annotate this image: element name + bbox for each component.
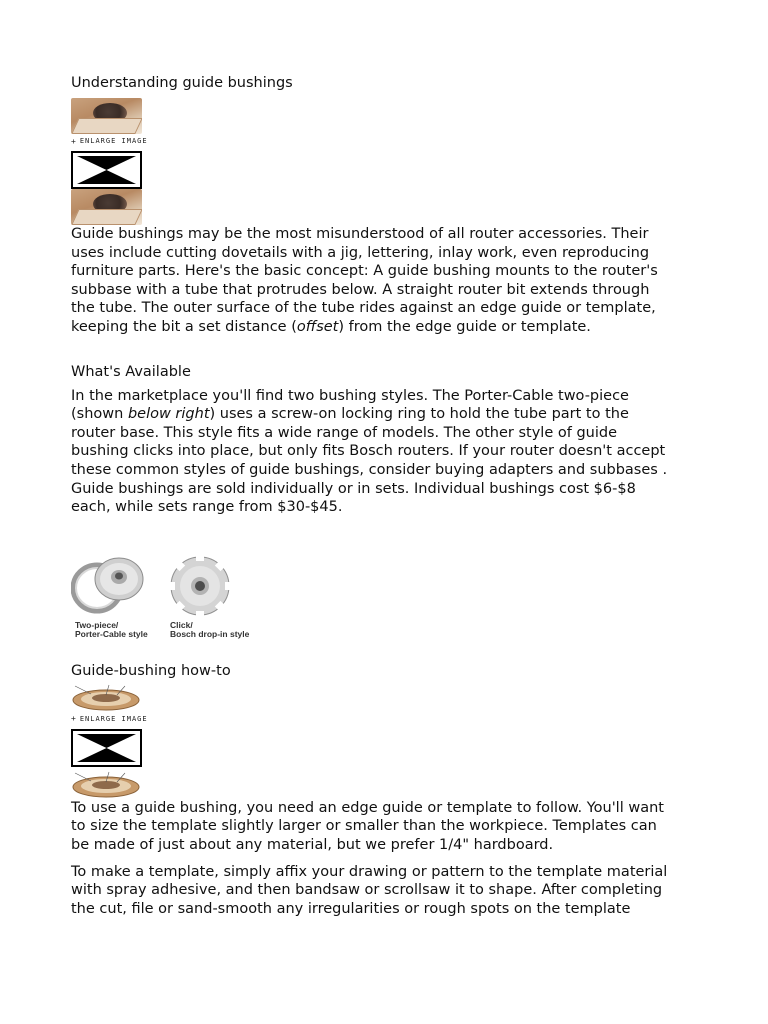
bosch-bushing-illustration: [166, 554, 251, 620]
para-line: Guide bushings are sold individually or in sets. Individual bushings cost $6-$8: [71, 480, 636, 497]
section-heading-whats-available: What's Available: [71, 363, 191, 380]
below-right-term: below right: [127, 406, 210, 423]
how-to-image: [71, 769, 142, 799]
guide-bushing-thumbnail[interactable]: [71, 98, 142, 134]
para-line: with spray adhesive, and then bandsaw or scrollsaw it to shape. After completing: [71, 882, 663, 899]
guide-bushing-image: [71, 189, 142, 225]
para-line: to size the template slightly larger or smaller than the workpiece. Templates can: [71, 818, 657, 835]
para-line: To make a template, simply affix your drawing or pattern to the template material: [71, 863, 668, 880]
para-line: each, while sets range from $30-$45.: [71, 499, 343, 516]
plus-icon: +: [71, 714, 77, 724]
para-line: the tube. The outer surface of the tube rides against an edge guide or template,: [71, 300, 656, 317]
how-to-thumbnail[interactable]: [71, 682, 142, 712]
offset-term: offset: [296, 318, 339, 335]
intro-paragraph: [71, 225, 711, 337]
whats-available-paragraph: [71, 387, 711, 517]
porter-cable-bushing: [71, 554, 156, 640]
para-line-end: ) from the edge guide or template.: [338, 318, 591, 335]
template-paragraph-1: [71, 799, 711, 855]
bosch-caption: [170, 621, 249, 640]
para-line: In the marketplace you'll find two bushing styles. The Porter-Cable two-piece: [71, 387, 629, 404]
caption-line: Porter-Cable style: [75, 629, 148, 640]
para-line: To use a guide bushing, you need an edge guide or template to follow. You'll want: [71, 799, 664, 816]
plus-icon: +: [71, 136, 77, 146]
para-line-start: keeping the bit a set distance (: [71, 318, 297, 335]
missing-image-icon: [71, 151, 142, 189]
section-heading-understanding: Understanding guide bushings: [71, 75, 293, 91]
para-line: subbase with a tube that protrudes below. A straight router bit extends through: [71, 281, 650, 298]
bosch-bushing: [166, 554, 251, 640]
porter-cable-caption: [75, 621, 148, 640]
porter-cable-bushing-illustration: [71, 554, 156, 620]
para-line: be made of just about any material, but we prefer 1/4" hardboard.: [71, 836, 554, 853]
bushing-styles-image: [71, 554, 711, 640]
article: [71, 74, 711, 918]
para-line: Guide bushings may be the most misunderstood of all router accessories. Their: [71, 226, 649, 242]
enlarge-image-label: ENLARGE IMAGE: [79, 137, 148, 145]
para-line: router base. This style fits a wide range of models. The other style of guide: [71, 424, 617, 441]
section-heading-how-to: Guide-bushing how-to: [71, 662, 231, 679]
para-line: furniture parts. Here's the basic concept: A guide bushing mounts to the router's: [71, 263, 658, 280]
caption-line: Bosch drop-in style: [170, 629, 250, 640]
enlarge-image-link[interactable]: [71, 136, 711, 146]
enlarge-image-label: ENLARGE IMAGE: [79, 714, 148, 723]
missing-image-icon: [71, 729, 142, 767]
para-line: bushing clicks into place, but only fits Bosch routers. If your router doesn't accept: [71, 443, 666, 460]
caption-line: Two-piece/: [75, 619, 119, 630]
para-line: uses include cutting dovetails with a jig, lettering, inlay work, even reproducing: [71, 244, 650, 261]
para-line: the cut, file or sand-smooth any irregularities or rough spots on the template: [71, 900, 631, 917]
caption-line: Click/: [170, 619, 193, 630]
para-line-end: ) uses a screw-on locking ring to hold the tube part to the: [209, 406, 629, 423]
template-paragraph-2: [71, 863, 711, 919]
para-line: these common styles of guide bushings, consider buying adapters and subbases .: [71, 461, 668, 478]
para-line-start: (shown: [71, 406, 128, 423]
enlarge-image-link[interactable]: [71, 714, 711, 724]
